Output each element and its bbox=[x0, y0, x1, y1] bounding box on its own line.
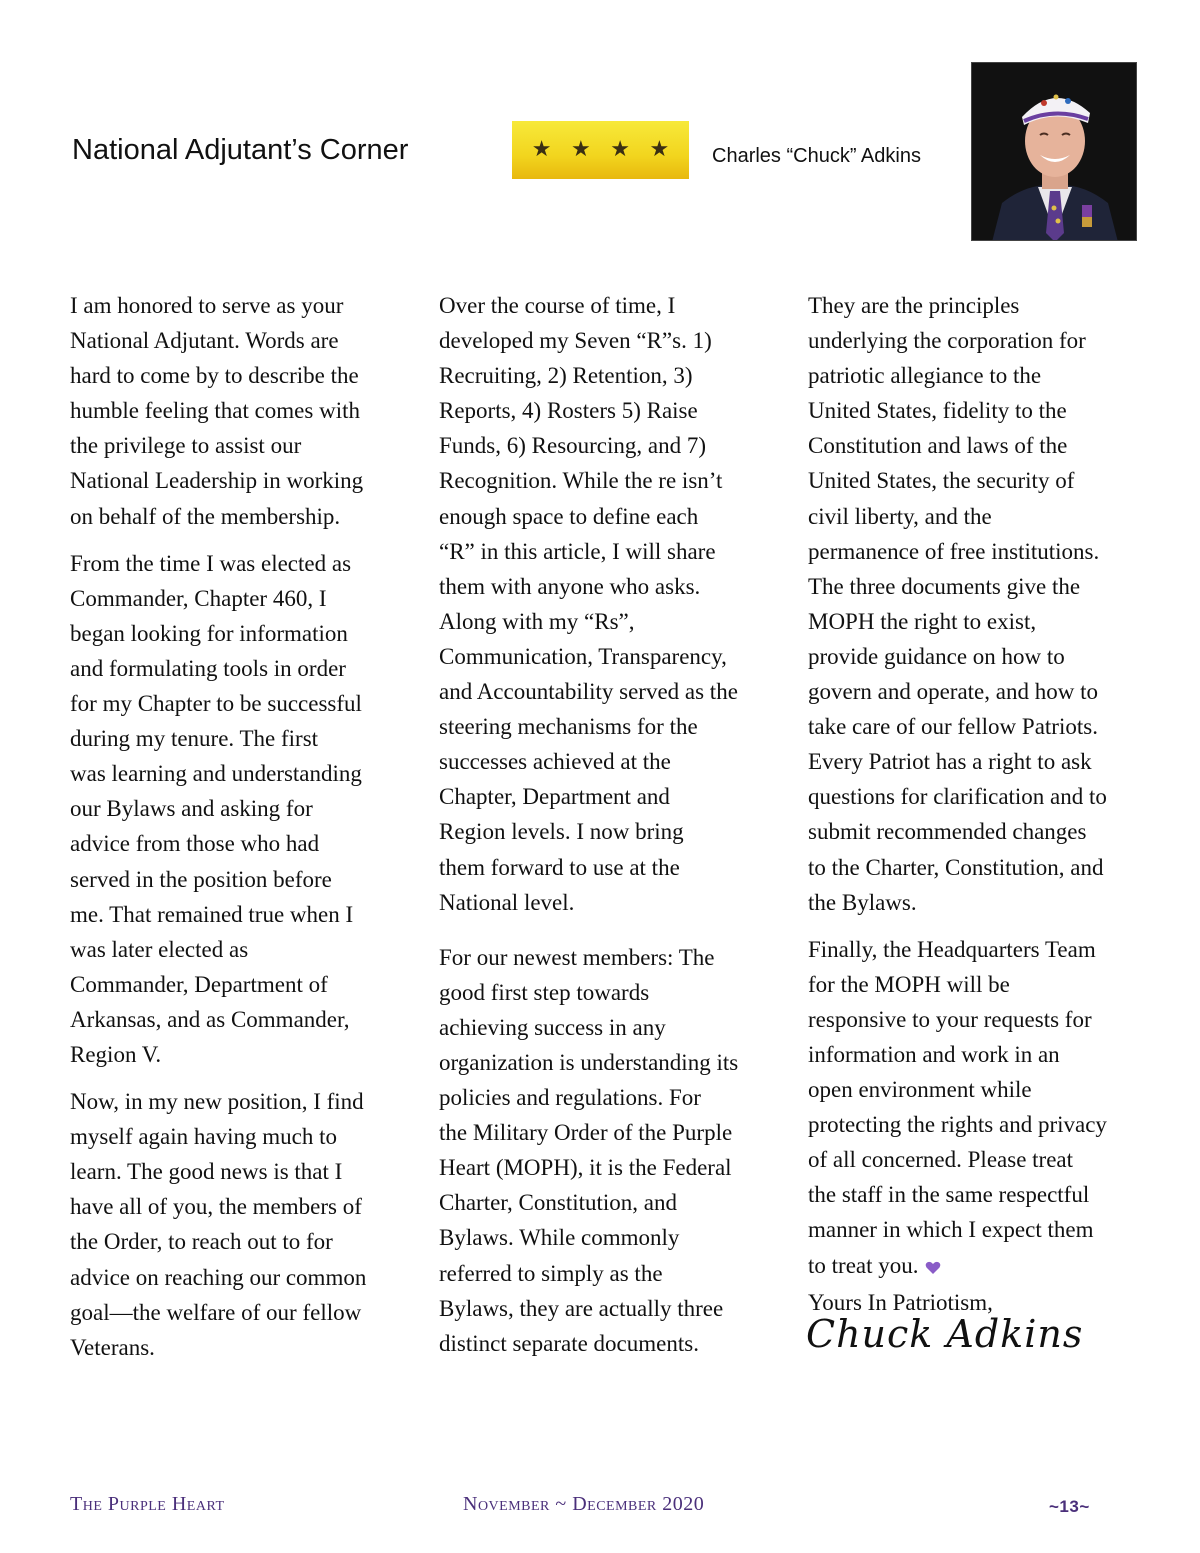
paragraph bbox=[439, 288, 784, 920]
text-line: Bylaws. While commonly bbox=[439, 1225, 680, 1251]
text-line bbox=[808, 1248, 1148, 1285]
text-line: Communication, Transparency, bbox=[439, 643, 727, 669]
text-line: manner in which I expect them bbox=[808, 1217, 1094, 1243]
text-line: successes achieved at the bbox=[439, 749, 671, 775]
text-line-last: to treat you. bbox=[808, 1252, 919, 1278]
paragraph bbox=[70, 1084, 415, 1365]
text-line: them with anyone who asks. bbox=[439, 573, 701, 599]
text-line: submit recommended changes bbox=[808, 819, 1087, 845]
text-line: enough space to define each bbox=[439, 503, 699, 529]
text-line: during my tenure. The first bbox=[70, 726, 319, 752]
purple-heart-icon bbox=[925, 1250, 941, 1285]
text-line: hard to come by to describe the bbox=[70, 363, 359, 389]
text-line: humble feeling that comes with bbox=[70, 398, 360, 424]
text-line: civil liberty, and the bbox=[808, 503, 992, 529]
text-line: National level. bbox=[439, 889, 575, 915]
text-line: me. That remained true when I bbox=[70, 901, 354, 927]
text-line: myself again having much to bbox=[70, 1124, 337, 1150]
text-line: United States, the security of bbox=[808, 468, 1075, 494]
text-line: The three documents give the bbox=[808, 573, 1081, 599]
four-star-plate bbox=[512, 121, 689, 179]
text-line: Arkansas, and as Commander, bbox=[70, 1006, 350, 1032]
text-line: and Accountability served as the bbox=[439, 679, 738, 705]
paragraph bbox=[808, 932, 1148, 1320]
text-line: open environment while bbox=[808, 1077, 1032, 1103]
text-line: take care of our fellow Patriots. bbox=[808, 714, 1098, 740]
article-column-3 bbox=[808, 288, 1148, 1320]
text-line: Bylaws, they are actually three bbox=[439, 1295, 724, 1321]
text-line: was later elected as bbox=[70, 936, 249, 962]
text-line: information and work in an bbox=[808, 1041, 1060, 1067]
text-line: For our newest members: The bbox=[439, 944, 715, 970]
text-line: National Leadership in working bbox=[70, 468, 364, 494]
footer-page-number: ~13~ bbox=[1049, 1497, 1090, 1516]
text-line: advice on reaching our common bbox=[70, 1264, 367, 1290]
text-line: have all of you, the members of bbox=[70, 1194, 362, 1220]
text-line: questions for clarification and to bbox=[808, 784, 1107, 810]
text-line: Commander, Chapter 460, I bbox=[70, 585, 327, 611]
text-line: responsive to your requests for bbox=[808, 1006, 1092, 1032]
text-line: Charter, Constitution, and bbox=[439, 1190, 677, 1216]
paragraph bbox=[70, 288, 415, 534]
text-line: distinct separate documents. bbox=[439, 1330, 699, 1356]
text-line: organization is understanding its bbox=[439, 1049, 739, 1075]
text-line: Heart (MOPH), it is the Federal bbox=[439, 1155, 732, 1181]
author-name: Charles “Chuck” Adkins bbox=[712, 145, 921, 167]
portrait-illustration bbox=[972, 63, 1137, 241]
text-line: provide guidance on how to bbox=[808, 643, 1065, 669]
text-line: Region levels. I now bring bbox=[439, 819, 684, 845]
text-line: goal—the welfare of our fellow bbox=[70, 1299, 362, 1325]
text-line: achieving success in any bbox=[439, 1014, 666, 1040]
text-line: Recognition. While the re isn’t bbox=[439, 468, 723, 494]
text-line: the Bylaws. bbox=[808, 889, 917, 915]
text-line: National Adjutant. Words are bbox=[70, 328, 339, 354]
star-icon: ★ bbox=[571, 137, 591, 162]
text-line: Commander, Department of bbox=[70, 971, 328, 997]
text-line: the Order, to reach out to for bbox=[70, 1229, 333, 1255]
closing-line: Yours In Patriotism, bbox=[808, 1289, 993, 1315]
text-line: Constitution and laws of the bbox=[808, 433, 1068, 459]
star-icon: ★ bbox=[531, 137, 552, 162]
text-line: for my Chapter to be successful bbox=[70, 691, 362, 717]
text-line: served in the position before bbox=[70, 866, 332, 892]
text-line: the staff in the same respectful bbox=[808, 1182, 1090, 1208]
text-line: Veterans. bbox=[70, 1334, 155, 1360]
text-line: to the Charter, Constitution, and bbox=[808, 854, 1104, 880]
text-line: the privilege to assist our bbox=[70, 433, 302, 459]
text-line: them forward to use at the bbox=[439, 854, 680, 880]
text-line: MOPH the right to exist, bbox=[808, 608, 1037, 634]
text-line: on behalf of the membership. bbox=[70, 503, 341, 529]
paragraph bbox=[439, 940, 784, 1361]
signature: Chuck Adkins bbox=[806, 1312, 1084, 1356]
text-line: the Military Order of the Purple bbox=[439, 1120, 733, 1146]
text-line: protecting the rights and privacy bbox=[808, 1112, 1107, 1138]
text-line: Reports, 4) Rosters 5) Raise bbox=[439, 398, 698, 424]
text-line: advice from those who had bbox=[70, 831, 320, 857]
text-line: policies and regulations. For bbox=[439, 1085, 701, 1111]
author-portrait bbox=[971, 62, 1137, 241]
text-line: underlying the corporation for bbox=[808, 328, 1086, 354]
text-line: for the MOPH will be bbox=[808, 971, 1010, 997]
text-line: Now, in my new position, I find bbox=[70, 1089, 364, 1115]
page-title: National Adjutant’s Corner bbox=[72, 134, 409, 166]
text-line: I am honored to serve as your bbox=[70, 293, 344, 318]
text-line: good first step towards bbox=[439, 979, 650, 1005]
text-line: Along with my “Rs”, bbox=[439, 608, 635, 634]
text-line: began looking for information bbox=[70, 620, 348, 646]
text-line: patriotic allegiance to the bbox=[808, 363, 1042, 389]
paragraph bbox=[808, 288, 1148, 920]
text-line: developed my Seven “R”s. 1) bbox=[439, 328, 712, 354]
star-icon: ★ bbox=[610, 137, 630, 162]
text-line: Region V. bbox=[70, 1041, 162, 1067]
star-icon: ★ bbox=[649, 137, 670, 162]
text-line: United States, fidelity to the bbox=[808, 398, 1067, 424]
text-line: referred to simply as the bbox=[439, 1260, 663, 1286]
text-line: Funds, 6) Resourcing, and 7) bbox=[439, 433, 707, 459]
text-line: Chapter, Department and bbox=[439, 784, 670, 810]
text-line: They are the principles bbox=[808, 293, 1020, 318]
text-line: and formulating tools in order bbox=[70, 655, 346, 681]
text-line: From the time I was elected as bbox=[70, 550, 352, 576]
text-line: was learning and understanding bbox=[70, 761, 362, 787]
text-line: of all concerned. Please treat bbox=[808, 1147, 1074, 1173]
footer-issue-date: November ~ December 2020 bbox=[463, 1493, 705, 1515]
text-line: govern and operate, and how to bbox=[808, 679, 1098, 705]
text-line: our Bylaws and asking for bbox=[70, 796, 313, 822]
text-line: Over the course of time, I bbox=[439, 293, 676, 318]
paragraph bbox=[70, 546, 415, 1072]
text-line: Finally, the Headquarters Team bbox=[808, 936, 1096, 962]
article-column-2 bbox=[439, 288, 784, 1373]
text-line: Every Patriot has a right to ask bbox=[808, 749, 1092, 775]
text-line: “R” in this article, I will share bbox=[439, 538, 716, 564]
text-line: Recruiting, 2) Retention, 3) bbox=[439, 363, 693, 389]
footer-publication-name: The Purple Heart bbox=[70, 1493, 225, 1515]
article-column-1 bbox=[70, 288, 415, 1377]
text-line: learn. The good news is that I bbox=[70, 1159, 343, 1185]
text-line: permanence of free institutions. bbox=[808, 538, 1100, 564]
text-line: steering mechanisms for the bbox=[439, 714, 698, 740]
